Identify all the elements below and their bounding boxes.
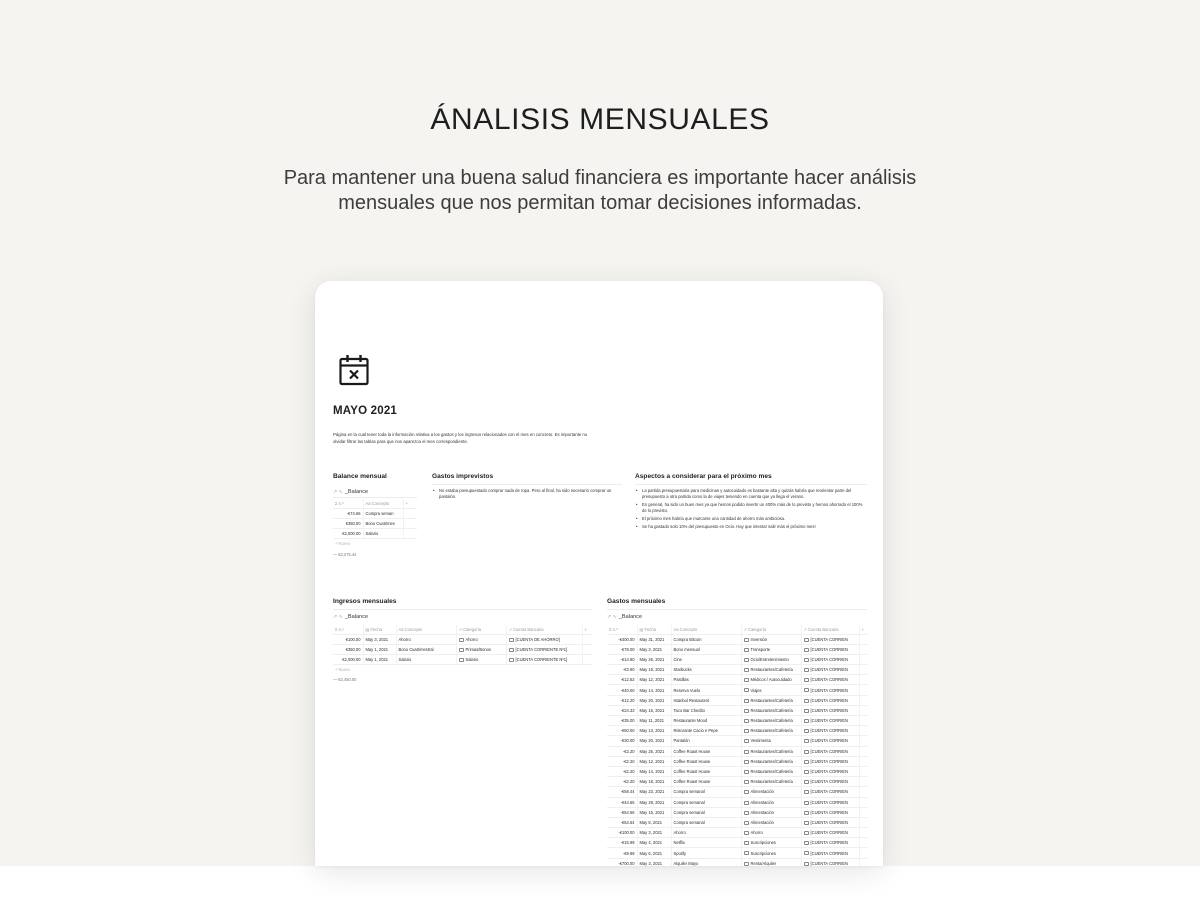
- concept-cell: Pantalón: [671, 736, 741, 746]
- amount-cell: -€74.66: [333, 508, 363, 518]
- page-icon: [459, 638, 464, 642]
- account-cell: [CUENTA DE AHORRO]: [506, 634, 582, 644]
- category-icon: [744, 658, 749, 662]
- ingresos-sum: — €2,450.00: [333, 677, 357, 682]
- aspectos-list: [635, 488, 867, 531]
- divider: [635, 484, 867, 485]
- account-cell: [CUENTA CORRIEN: [801, 828, 859, 838]
- concept-cell: Pastillas: [671, 675, 741, 685]
- category-cell: Viajes: [741, 685, 801, 695]
- amount-cell: -€9.99: [607, 848, 637, 858]
- date-cell: May 26, 2021: [637, 654, 671, 664]
- category-icon: [744, 851, 749, 855]
- amount-cell: €2,000.00: [333, 654, 363, 664]
- category-icon: [744, 801, 749, 805]
- date-cell: May 6, 2021: [637, 848, 671, 858]
- balance-sum: — €2,275.44: [333, 552, 357, 557]
- concept-cell: Coffee Roast House: [671, 766, 741, 776]
- category-cell: Médicos / Autocuidado: [741, 675, 801, 685]
- concept-cell: Cine: [671, 654, 741, 664]
- text-icon: Aa: [398, 626, 405, 632]
- category-icon: [744, 811, 749, 815]
- bank-card-icon: [804, 831, 809, 835]
- category-icon: [744, 760, 749, 764]
- category-cell: Primas/Bonos: [456, 644, 506, 654]
- date-cell: May 31, 2021: [637, 634, 671, 644]
- divider: [333, 609, 592, 610]
- account-cell: [CUENTA CORRIENTE Nº1]: [506, 654, 582, 664]
- date-cell: May 12, 2021: [637, 756, 671, 766]
- column-header-categoria[interactable]: ↗ Categoría: [741, 625, 801, 634]
- column-header-fecha[interactable]: ▤ Fecha: [363, 625, 396, 634]
- amount-cell: -€2.20: [607, 746, 637, 756]
- date-cell: May 15, 2021: [637, 705, 671, 715]
- bank-card-icon: [804, 678, 809, 682]
- account-cell: [CUENTA CORRIEN: [801, 726, 859, 736]
- concept-cell: Bono mensual: [671, 644, 741, 654]
- table-row[interactable]: [607, 736, 867, 746]
- divider: [607, 609, 867, 610]
- table-row[interactable]: [607, 817, 867, 827]
- table-row[interactable]: [607, 828, 867, 838]
- sum-icon: Σ: [335, 500, 339, 506]
- amount-cell: -€100.00: [607, 828, 637, 838]
- category-cell: Suscripciones: [741, 848, 801, 858]
- bank-card-icon: [804, 648, 809, 652]
- category-icon: [744, 688, 749, 692]
- category-cell: Alimentación: [741, 807, 801, 817]
- category-cell: Restaurantes/Cafetería: [741, 665, 801, 675]
- account-cell: [CUENTA CORRIEN: [801, 848, 859, 858]
- table-row[interactable]: [607, 634, 867, 644]
- column-header-concepto[interactable]: Aa Concepto: [671, 625, 741, 634]
- table-row[interactable]: [333, 518, 417, 528]
- relation-icon: ↗: [743, 626, 749, 632]
- concept-cell: Starbucks: [671, 665, 741, 675]
- linked-db-arrow-icon: ↗ ∿: [333, 614, 343, 620]
- category-icon: [744, 678, 749, 682]
- bullet-item[interactable]: • El próximo mes habría que marcarse una cantidad de ahorro más ambiciosa.: [635, 516, 867, 522]
- category-icon: [744, 790, 749, 794]
- amount-cell: -€3.90: [607, 665, 637, 675]
- divider: [432, 484, 622, 485]
- bank-card-icon: [804, 821, 809, 825]
- balance-mensual-table: [333, 499, 417, 549]
- concept-cell: Compra semanal: [671, 807, 741, 817]
- gastos-heading: Gastos mensuales: [607, 598, 666, 605]
- column-header-num[interactable]: Σ n.º: [333, 499, 363, 508]
- column-header-cuenta[interactable]: ↗ Cuenta Bancaria: [506, 625, 582, 634]
- table-row[interactable]: [333, 654, 592, 664]
- amount-cell: -€12.20: [607, 695, 637, 705]
- account-cell: [CUENTA CORRIEN: [801, 746, 859, 756]
- new-row-button[interactable]: + Nuevo: [335, 541, 351, 547]
- bottom-band: [0, 866, 1200, 907]
- gastos-imprevistos-heading: Gastos imprevistos: [432, 473, 494, 480]
- page-description[interactable]: Página en la cual tener toda la información relativa a los gastos y los ingresos relacionados con el mes en concreto. Es importante no olvidar filtrar las tablas para que nos aparezca el mes correspondiente.: [333, 432, 588, 444]
- sum-icon: Σ: [609, 626, 613, 632]
- ingresos-table: [333, 625, 592, 675]
- bank-card-icon: [804, 668, 809, 672]
- account-cell: [CUENTA CORRIEN: [801, 777, 859, 787]
- category-icon: [744, 648, 749, 652]
- table-header-row: [607, 625, 867, 634]
- category-cell: Restaurantes/Cafetería: [741, 705, 801, 715]
- table-row[interactable]: [607, 838, 867, 848]
- bullet-item[interactable]: • Se ha gastado solo 10% del presupuesto en Ocio. Hay que intentar salir más el próximo mes!: [635, 524, 867, 530]
- date-cell: May 14, 2021: [637, 685, 671, 695]
- amount-cell: -€30.00: [607, 736, 637, 746]
- date-cell: May 14, 2021: [637, 766, 671, 776]
- bank-card-icon: [509, 648, 514, 652]
- table-row[interactable]: [607, 705, 867, 715]
- hero-title: ÁNALISIS MENSUALES: [430, 103, 770, 136]
- concept-cell: Alquiler Mayo: [671, 858, 741, 866]
- category-icon: [744, 780, 749, 784]
- page-icon: [459, 658, 464, 662]
- category-cell: Restaurantes/Cafetería: [741, 716, 801, 726]
- concept-cell: Compra seman: [363, 508, 403, 518]
- table-row[interactable]: [607, 685, 867, 695]
- concept-cell: Ahorro: [396, 634, 456, 644]
- table-row[interactable]: [607, 787, 867, 797]
- concept-cell: Coffee Roast House: [671, 777, 741, 787]
- hero-subtitle-line-2: mensuales que nos permitan tomar decisiones informadas.: [338, 192, 862, 214]
- balance-view-tab[interactable]: [333, 489, 368, 495]
- category-icon: [744, 719, 749, 723]
- bank-card-icon: [804, 658, 809, 662]
- bank-card-icon: [804, 770, 809, 774]
- amount-cell: -€54.56: [607, 807, 637, 817]
- bank-card-icon: [804, 750, 809, 754]
- concept-cell: Bono Cuatrimestral: [396, 644, 456, 654]
- date-cell: May 23, 2021: [637, 787, 671, 797]
- linked-db-arrow-icon: ↗ ∿: [333, 489, 343, 495]
- amount-cell: -€14.80: [607, 654, 637, 664]
- table-row[interactable]: [607, 777, 867, 787]
- bank-card-icon: [804, 851, 809, 855]
- category-cell: Ahorro: [456, 634, 506, 644]
- account-cell: [CUENTA CORRIEN: [801, 634, 859, 644]
- category-cell: Transporte: [741, 644, 801, 654]
- concept-cell: Compra Bitcoin: [671, 634, 741, 644]
- bullet-item[interactable]: • En general, ha sido un buen mes ya que hemos podido invertir un 400% más de lo previsto y hemos ahorrado el 100% de lo previsto.: [635, 502, 867, 514]
- account-cell: [CUENTA CORRIEN: [801, 766, 859, 776]
- table-row[interactable]: [333, 634, 592, 644]
- calendar-icon: ▤: [639, 626, 645, 632]
- bank-card-icon: [804, 841, 809, 845]
- concept-cell: Coffee Roast House: [671, 756, 741, 766]
- amount-cell: -€700.00: [607, 858, 637, 866]
- bank-card-icon: [804, 801, 809, 805]
- category-icon: [744, 821, 749, 825]
- account-cell: [CUENTA CORRIEN: [801, 797, 859, 807]
- amount-cell: -€2.20: [607, 777, 637, 787]
- balance-view-label: _Balance: [344, 489, 369, 495]
- table-row[interactable]: [607, 726, 867, 736]
- bank-card-icon: [804, 862, 809, 866]
- bullet-item[interactable]: • La partida presupuestaria para medicinas y autocuidado es bastante alta y quizás habría que reorientar parte del presupuesto a otra partida como la de viajes teniendo en cuenta que ya llega el verano.: [635, 488, 867, 500]
- amount-cell: -€54.54: [607, 817, 637, 827]
- text-icon: Aa: [673, 626, 680, 632]
- column-header-cuenta[interactable]: ↗ Cuenta Bancaria: [801, 625, 859, 634]
- account-cell: [CUENTA CORRIEN: [801, 685, 859, 695]
- category-icon: [744, 750, 749, 754]
- account-cell: [CUENTA CORRIEN: [801, 665, 859, 675]
- account-cell: [CUENTA CORRIEN: [801, 695, 859, 705]
- column-header-fecha[interactable]: ▤ Fecha: [637, 625, 671, 634]
- amount-cell: -€44.65: [607, 797, 637, 807]
- date-cell: May 1, 2021: [363, 654, 396, 664]
- table-row[interactable]: [607, 746, 867, 756]
- hero-subtitle: [250, 166, 950, 216]
- table-row[interactable]: [333, 528, 417, 538]
- category-icon: [744, 668, 749, 672]
- gastos-table: [607, 625, 867, 866]
- date-cell: May 13, 2021: [637, 726, 671, 736]
- amount-cell: -€24.33: [607, 705, 637, 715]
- amount-cell: -€50.00: [607, 726, 637, 736]
- date-cell: May 1, 2021: [363, 644, 396, 654]
- ingresos-view-label: _Balance: [344, 614, 369, 620]
- account-cell: [CUENTA CORRIEN: [801, 787, 859, 797]
- table-row[interactable]: [607, 695, 867, 705]
- bank-card-icon: [804, 780, 809, 784]
- table-row[interactable]: [607, 807, 867, 817]
- account-cell: [CUENTA CORRIEN: [801, 644, 859, 654]
- relation-icon: ↗: [458, 626, 464, 632]
- column-header-concepto[interactable]: Aa Concepto: [363, 499, 403, 508]
- ingresos-heading: Ingresos mensuales: [333, 598, 397, 605]
- bank-card-icon: [509, 658, 514, 662]
- category-cell: Restaurantes/Cafetería: [741, 777, 801, 787]
- gastos-view-label: _Balance: [618, 614, 643, 620]
- table-row[interactable]: [607, 848, 867, 858]
- date-cell: May 11, 2021: [637, 716, 671, 726]
- column-header-concepto[interactable]: Aa Concepto: [396, 625, 456, 634]
- amount-cell: €350.00: [333, 518, 363, 528]
- amount-cell: €350.00: [333, 644, 363, 654]
- column-header-num[interactable]: Σ n.º: [607, 625, 637, 634]
- gastos-view-tab[interactable]: [607, 614, 642, 620]
- bank-card-icon: [804, 739, 809, 743]
- ingresos-view-tab[interactable]: [333, 614, 368, 620]
- category-icon: [744, 770, 749, 774]
- category-icon: [744, 709, 749, 713]
- account-cell: [CUENTA CORRIEN: [801, 807, 859, 817]
- amount-cell: €100.00: [333, 634, 363, 644]
- hero-subtitle-line-1: Para mantener una buena salud financiera es importante hacer análisis: [283, 167, 917, 189]
- concept-cell: Compra semanal: [671, 817, 741, 827]
- notion-page-card: [315, 281, 883, 866]
- category-cell: Suscripciones: [741, 838, 801, 848]
- concept-cell: Compra semanal: [671, 797, 741, 807]
- page-icon: [459, 648, 464, 652]
- account-cell: [CUENTA CORRIEN: [801, 858, 859, 866]
- account-cell: [CUENTA CORRIEN: [801, 756, 859, 766]
- table-header-row: [333, 499, 417, 508]
- add-column-button[interactable]: +: [859, 625, 867, 634]
- aspectos-heading: Aspectos a considerar para el próximo mes: [635, 473, 772, 480]
- gastos-imprevistos-list: [432, 488, 612, 502]
- concept-cell: Compra semanal: [671, 787, 741, 797]
- table-row[interactable]: [607, 716, 867, 726]
- table-row[interactable]: [607, 797, 867, 807]
- date-cell: May 3, 2021: [637, 828, 671, 838]
- text-icon: Aa: [365, 500, 372, 506]
- date-cell: May 18, 2021: [637, 777, 671, 787]
- concept-cell: Ristorante Cacio e Pepe: [671, 726, 741, 736]
- account-cell: [CUENTA CORRIEN: [801, 705, 859, 715]
- concept-cell: Netflix: [671, 838, 741, 848]
- concept-cell: Taco Bar Chedito: [671, 705, 741, 715]
- amount-cell: -€78.00: [607, 644, 637, 654]
- category-cell: Inversión: [741, 634, 801, 644]
- category-icon: [744, 729, 749, 733]
- category-cell: Ahorro: [741, 828, 801, 838]
- concept-cell: Salario: [363, 528, 403, 538]
- bank-card-icon: [804, 638, 809, 642]
- column-header-categoria[interactable]: ↗ Categoría: [456, 625, 506, 634]
- add-column-button[interactable]: +: [582, 625, 592, 634]
- concept-cell: Spotify: [671, 848, 741, 858]
- category-cell: Ocio/Entretenimiento: [741, 654, 801, 664]
- amount-cell: -€35.00: [607, 716, 637, 726]
- date-cell: May 20, 2021: [637, 695, 671, 705]
- account-cell: [CUENTA CORRIEN: [801, 736, 859, 746]
- linked-db-arrow-icon: ↗ ∿: [607, 614, 617, 620]
- date-cell: May 25, 2021: [637, 746, 671, 756]
- category-cell: Restaurantes/Cafetería: [741, 756, 801, 766]
- relation-icon: ↗: [508, 626, 514, 632]
- date-cell: May 3, 2021: [637, 858, 671, 866]
- concept-cell: Salario: [396, 654, 456, 664]
- bank-card-icon: [804, 811, 809, 815]
- bank-card-icon: [804, 688, 809, 692]
- add-column-button[interactable]: +: [403, 499, 417, 508]
- category-icon: [744, 739, 749, 743]
- concept-cell: Ahorro: [671, 828, 741, 838]
- category-cell: Restaurantes/Cafetería: [741, 746, 801, 756]
- date-cell: May 12, 2021: [637, 675, 671, 685]
- date-cell: May 20, 2021: [637, 736, 671, 746]
- bank-card-icon: [804, 719, 809, 723]
- bank-card-icon: [804, 709, 809, 713]
- table-header-row: [333, 625, 592, 634]
- date-cell: May 3, 2021: [637, 644, 671, 654]
- category-icon: [744, 862, 749, 866]
- date-cell: May 19, 2021: [637, 665, 671, 675]
- amount-cell: -€400.00: [607, 634, 637, 644]
- calendar-x-icon[interactable]: [339, 354, 369, 386]
- table-row[interactable]: [607, 675, 867, 685]
- balance-mensual-heading: Balance mensual: [333, 473, 387, 480]
- bank-card-icon: [804, 699, 809, 703]
- category-cell: Restaurantes/Cafetería: [741, 695, 801, 705]
- category-cell: Alimentación: [741, 787, 801, 797]
- account-cell: [CUENTA CORRIEN: [801, 716, 859, 726]
- category-cell: Vestimenta: [741, 736, 801, 746]
- category-icon: [744, 831, 749, 835]
- table-row[interactable]: [333, 508, 417, 518]
- amount-cell: -€15.99: [607, 838, 637, 848]
- table-row[interactable]: [607, 665, 867, 675]
- bank-card-icon: [804, 729, 809, 733]
- date-cell: May 29, 2021: [637, 797, 671, 807]
- concept-cell: Istanbul Restaurant: [671, 695, 741, 705]
- bank-card-icon: [804, 760, 809, 764]
- category-cell: Restaurantes/Cafetería: [741, 726, 801, 736]
- date-cell: May 3, 2021: [363, 634, 396, 644]
- amount-cell: -€40.00: [607, 685, 637, 695]
- bank-card-icon: [509, 638, 514, 642]
- concept-cell: Bono Cuatrimes: [363, 518, 403, 528]
- category-cell: Renta/Alquiler: [741, 858, 801, 866]
- table-row[interactable]: [333, 644, 592, 654]
- date-cell: May 8, 2021: [637, 817, 671, 827]
- account-cell: [CUENTA CORRIEN: [801, 838, 859, 848]
- bullet-item[interactable]: • No estaba presupuestado comprar nada de ropa. Pero al final, ha sido necesario comprar un pantalón.: [432, 488, 612, 500]
- table-row[interactable]: [607, 756, 867, 766]
- amount-cell: -€2.20: [607, 756, 637, 766]
- amount-cell: -€58.44: [607, 787, 637, 797]
- calendar-icon: ▤: [365, 626, 371, 632]
- table-row[interactable]: [607, 766, 867, 776]
- category-cell: Alimentación: [741, 817, 801, 827]
- column-header-num[interactable]: Σ n.º: [333, 625, 363, 634]
- amount-cell: -€2.20: [607, 766, 637, 776]
- category-icon: [744, 699, 749, 703]
- relation-icon: ↗: [803, 626, 809, 632]
- page-title[interactable]: MAYO 2021: [333, 405, 398, 417]
- category-cell: Salario: [456, 654, 506, 664]
- amount-cell: -€12.52: [607, 675, 637, 685]
- account-cell: [CUENTA CORRIEN: [801, 654, 859, 664]
- concept-cell: Reserva Vuelo: [671, 685, 741, 695]
- new-row-button[interactable]: + Nuevo: [335, 667, 351, 673]
- date-cell: May 15, 2021: [637, 807, 671, 817]
- sum-icon: Σ: [335, 626, 339, 632]
- account-cell: [CUENTA CORRIEN: [801, 675, 859, 685]
- account-cell: [CUENTA CORRIENTE Nº1]: [506, 644, 582, 654]
- concept-cell: Restaurante Mood: [671, 716, 741, 726]
- category-cell: Restaurantes/Cafetería: [741, 766, 801, 776]
- table-row[interactable]: [607, 654, 867, 664]
- category-icon: [744, 638, 749, 642]
- amount-cell: €2,000.00: [333, 528, 363, 538]
- table-row[interactable]: [607, 644, 867, 654]
- divider: [333, 497, 417, 498]
- category-cell: Alimentación: [741, 797, 801, 807]
- category-icon: [744, 841, 749, 845]
- table-row[interactable]: [607, 858, 867, 866]
- bank-card-icon: [804, 790, 809, 794]
- date-cell: May 4, 2021: [637, 838, 671, 848]
- account-cell: [CUENTA CORRIEN: [801, 817, 859, 827]
- concept-cell: Coffee Roast House: [671, 746, 741, 756]
